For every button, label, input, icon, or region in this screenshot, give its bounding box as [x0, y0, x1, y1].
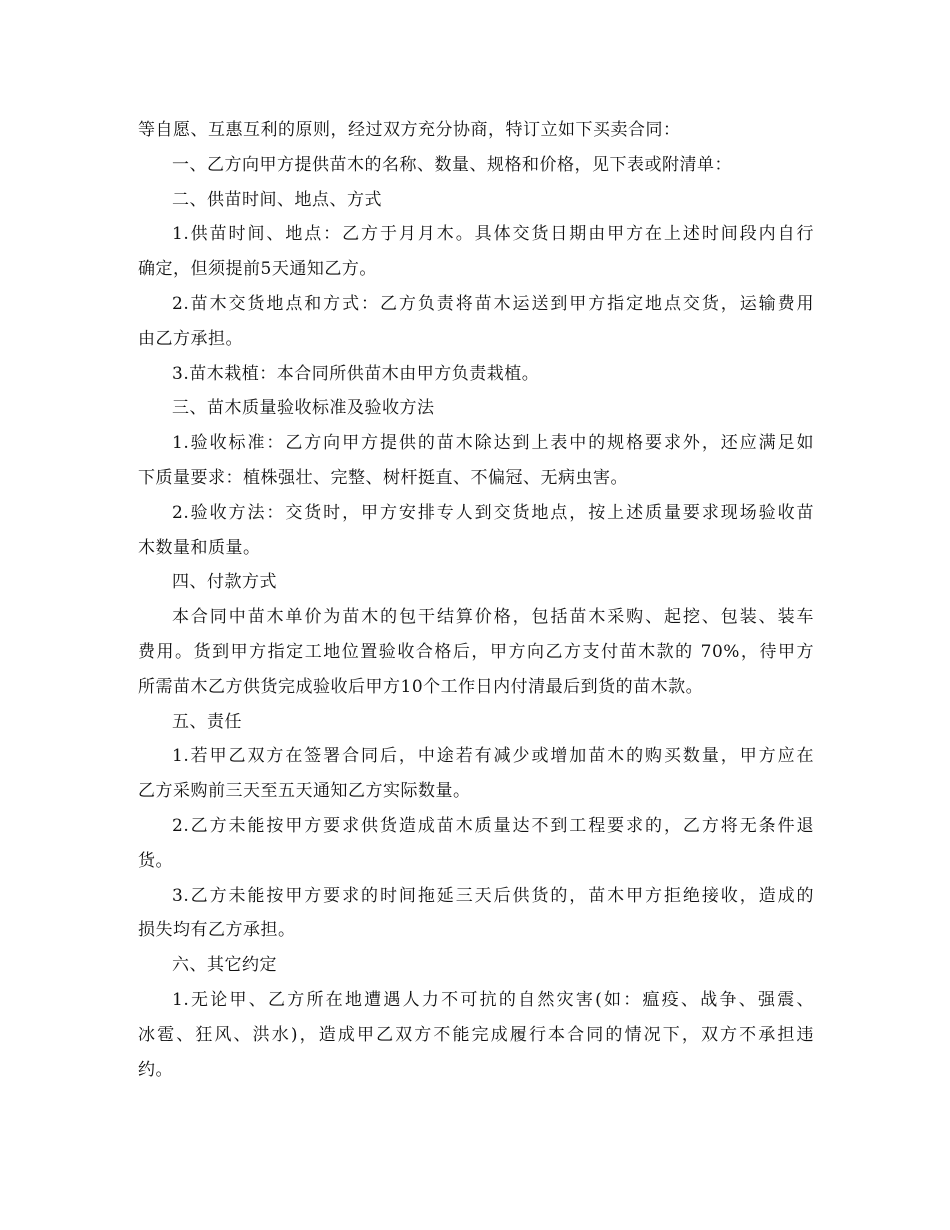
text-line: 等自愿、互惠互利的原则，经过双方充分协商，特订立如下买卖合同：: [138, 120, 681, 140]
text-line: 五、责任: [172, 711, 242, 732]
text-line: 二、供苗时间、地点、方式: [172, 189, 382, 210]
text-line: 1.若甲乙双方在签署合同后，中途若有减少或增加苗木的购买数量，甲方应在: [172, 746, 814, 767]
text-line: 一、乙方向甲方提供苗木的名称、数量、规格和价格，见下表或附清单：: [172, 154, 732, 175]
text-line: 1.供苗时间、地点：乙方于月月木。具体交货日期由甲方在上述时间段内自行: [172, 224, 814, 245]
text-line: 约。: [138, 1059, 173, 1080]
document-body: [138, 113, 814, 1087]
text-line: 1.无论甲、乙方所在地遭遇人力不可抗的自然灾害(如：瘟疫、战争、强震、: [172, 989, 814, 1010]
text-line: 由乙方承担。: [138, 328, 243, 349]
text-line: 3.乙方未能按甲方要求的时间拖延三天后供货的，苗木甲方拒绝接收，造成的: [172, 885, 814, 906]
text-line: 1.验收标准：乙方向甲方提供的苗木除达到上表中的规格要求外，还应满足如: [172, 433, 814, 454]
text-line: 木数量和质量。: [138, 537, 261, 558]
text-line: 六、其它约定: [172, 955, 277, 976]
text-line: 2.乙方未能按甲方要求供货造成苗木质量达不到工程要求的，乙方将无条件退: [172, 815, 814, 836]
text-line: 2.苗木交货地点和方式：乙方负责将苗木运送到甲方指定地点交货，运输费用: [172, 293, 814, 314]
text-line: 本合同中苗木单价为苗木的包干结算价格，包括苗木采购、起挖、包装、装车: [172, 607, 814, 628]
text-line: 费用。货到甲方指定工地位置验收合格后，甲方向乙方支付苗木款的 70%，待甲方: [138, 641, 814, 662]
text-line: 三、苗木质量验收标准及验收方法: [172, 398, 435, 419]
text-line: 四、付款方式: [172, 572, 277, 593]
text-line: 确定，但须提前5天通知乙方。: [138, 259, 377, 280]
text-line: 损失均有乙方承担。: [138, 920, 296, 941]
text-line: 冰雹、狂风、洪水)，造成甲乙双方不能完成履行本合同的情况下，双方不承担违: [138, 1024, 814, 1045]
text-line: 所需苗木乙方供货完成验收后甲方10个工作日内付清最后到货的苗木款。: [138, 676, 704, 697]
text-line: 货。: [138, 850, 173, 871]
text-line: 乙方采购前三天至五天通知乙方实际数量。: [138, 781, 471, 802]
text-line: 下质量要求：植株强壮、完整、树杆挺直、不偏冠、无病虫害。: [138, 467, 628, 488]
text-line: 2.验收方法：交货时，甲方安排专人到交货地点，按上述质量要求现场验收苗: [172, 502, 814, 523]
text-line: 3.苗木栽植：本合同所供苗木由甲方负责栽植。: [172, 363, 540, 384]
